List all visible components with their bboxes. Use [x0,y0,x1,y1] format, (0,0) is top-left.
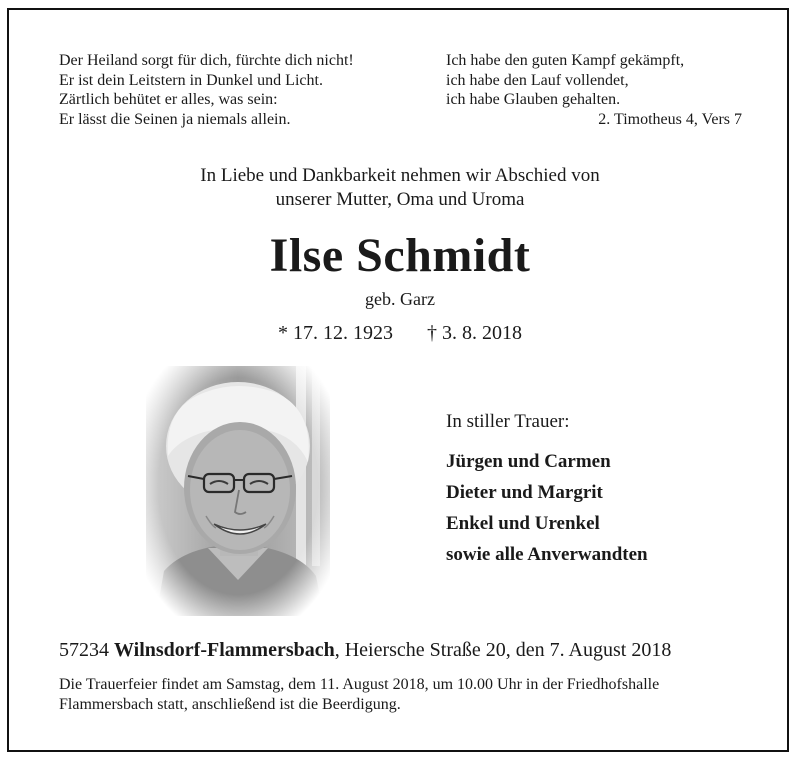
verse-line: Ich habe den guten Kampf gekämpft, [446,52,685,69]
verse-line: ich habe Glauben gehalten. [446,91,621,108]
funeral-notice [59,675,749,715]
mourning-label: In stiller Trauer: [446,411,570,432]
family-line: Jürgen und Carmen [446,451,611,472]
mourners-block [446,410,648,570]
intro-line: unserer Mutter, Oma und Uroma [275,189,525,210]
postcode: 57234 [59,639,109,661]
verse-left [59,51,354,129]
verse-right [446,51,742,129]
intro-line: In Liebe und Dankbarkeit nehmen wir Abschied von [200,165,600,186]
address-line [59,637,671,663]
family-line: sowie alle Anverwandten [446,544,648,565]
verse-reference: 2. Timotheus 4, Vers 7 [598,110,742,128]
death-date: † 3. 8. 2018 [427,322,522,344]
birth-date: * 17. 12. 1923 [278,322,393,344]
life-dates [0,320,800,346]
family-line: Dieter und Margrit [446,482,603,503]
verse-line: Er ist dein Leitstern in Dunkel und Licht. [59,71,323,89]
verse-line: Der Heiland sorgt für dich, fürchte dich nicht! [59,52,354,69]
intro-text [0,164,800,212]
deceased-name: Ilse Schmidt [269,229,531,282]
portrait-photo [146,366,330,616]
verse-line: Zärtlich behütet er alles, was sein: [59,91,278,108]
verse-line: ich habe den Lauf vollendet, [446,71,629,89]
maiden-name: geb. Garz [365,289,435,309]
town-name: Wilnsdorf-Flammersbach [114,639,335,661]
address-rest: , Heiersche Straße 20, den 7. August 2018 [334,639,672,661]
verse-line: Er lässt die Seinen ja niemals allein. [59,110,291,128]
family-line: Enkel und Urenkel [446,513,600,534]
notice-line: Flammersbach statt, anschließend ist die Beerdigung. [59,696,401,713]
notice-line: Die Trauerfeier findet am Samstag, dem 11. August 2018, um 10.00 Uhr in der Friedhofshalle [59,676,660,693]
